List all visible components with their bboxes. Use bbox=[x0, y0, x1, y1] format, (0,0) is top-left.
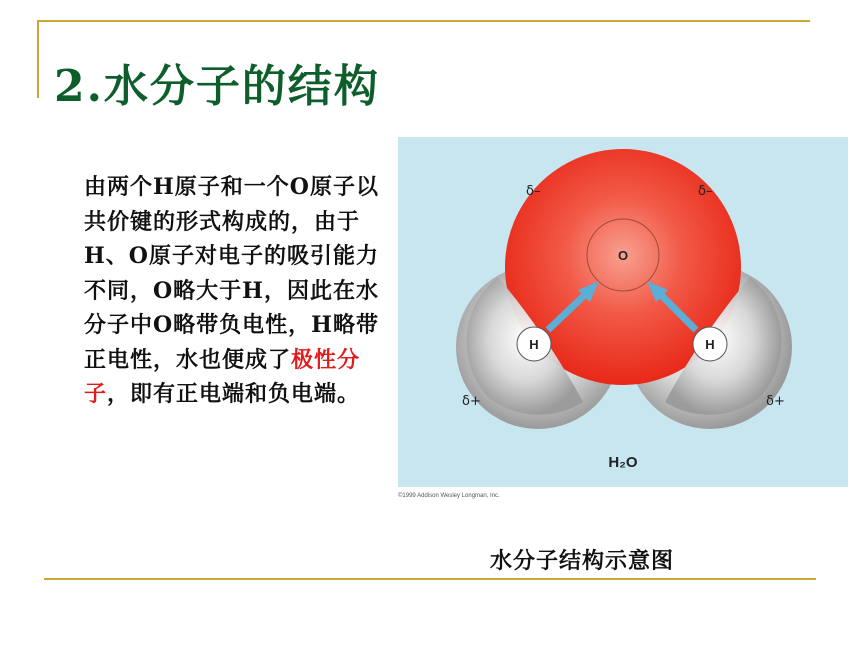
formula-label: H₂O bbox=[608, 454, 638, 471]
left-rule bbox=[37, 20, 39, 98]
paragraph-text-end: ，即有正电端和负电端。 bbox=[107, 381, 361, 407]
slide-title: 2.水分子的结构 bbox=[54, 61, 380, 112]
bottom-rule bbox=[44, 578, 816, 580]
delta-minus-right: δ– bbox=[698, 184, 713, 199]
body-paragraph bbox=[84, 170, 380, 412]
water-molecule-figure bbox=[398, 137, 848, 487]
oxygen-label: O bbox=[617, 248, 629, 263]
highlight-term: 极性分子 bbox=[84, 346, 361, 407]
delta-plus-left: δ+ bbox=[462, 394, 481, 409]
top-rule bbox=[37, 20, 810, 22]
delta-plus-right: δ+ bbox=[766, 394, 785, 409]
molecule-diagram bbox=[398, 137, 848, 487]
figure-credit: ©1999 Addison Wesley Longman, Inc. bbox=[398, 493, 500, 499]
delta-minus-left: δ– bbox=[526, 184, 541, 199]
paragraph-text: 由两个H原子和一个O原子以共价键的形式构成的，由于H、O原子对电子的吸引能力不同，O略大于H，因此在水分子中O略带负电性，H略带正电性，水也便成了 bbox=[84, 174, 379, 373]
hydrogen-left-label: H bbox=[529, 337, 539, 352]
figure-caption: 水分子结构示意图 bbox=[490, 548, 675, 574]
hydrogen-right-label: H bbox=[705, 337, 715, 352]
